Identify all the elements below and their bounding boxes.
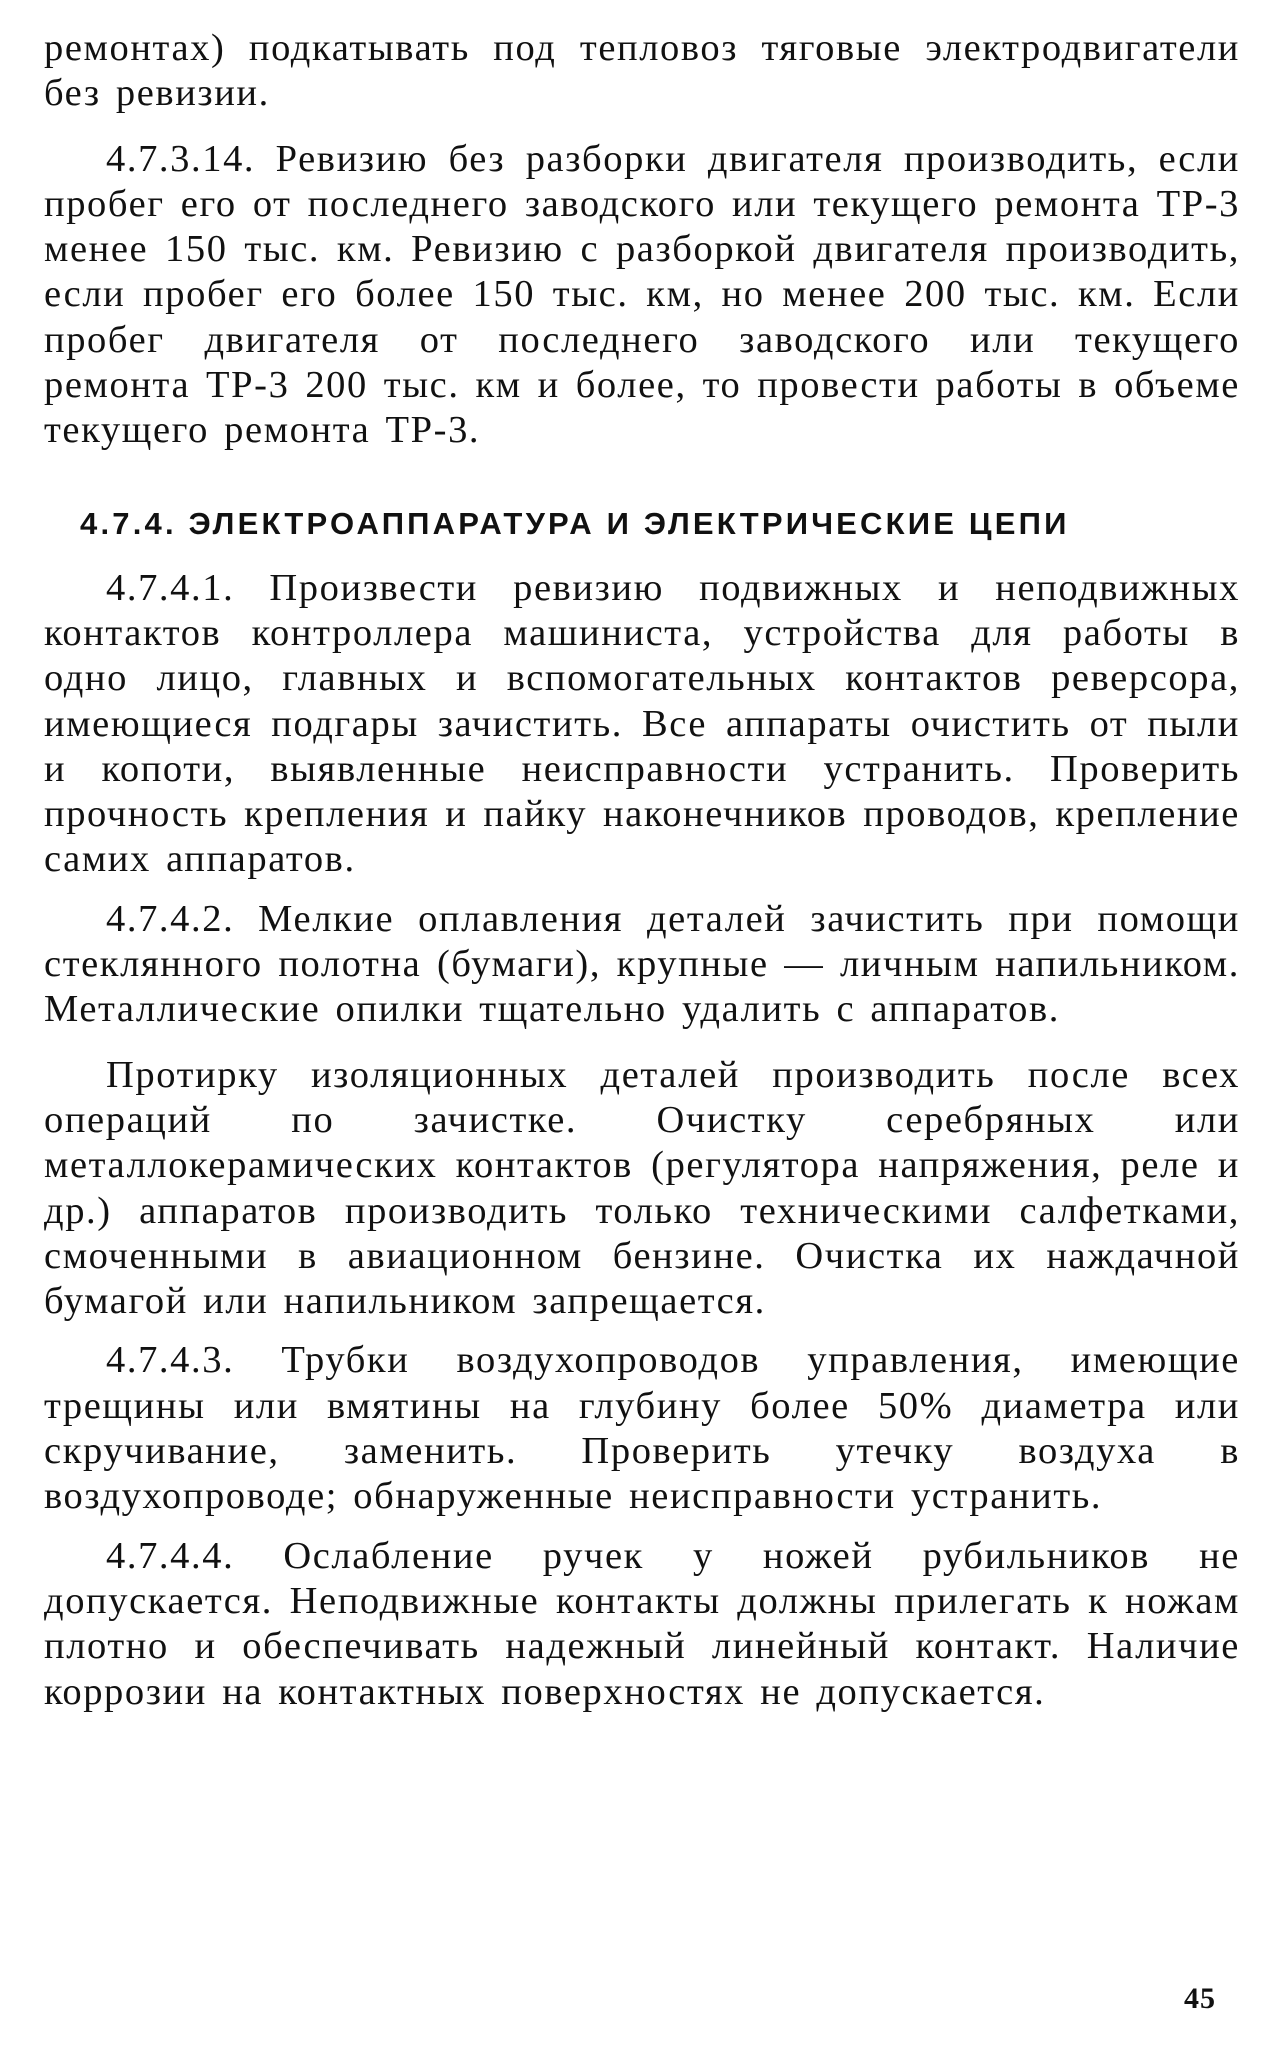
paragraph-wiping-insulation: Протирку изоляционных деталей производить после всех операций по зачистке. Очистку серебряных или металлокерамических контактов (регулятора напряжения, реле и др.) аппаратов производить только техническими салфетками, смоченными в авиационном бензине. Очистка их наждачной бумагой или напильником запрещается.: [44, 1053, 1240, 1323]
page-number: 45: [1184, 1982, 1216, 2015]
section-heading: 4.7.4. ЭЛЕКТРОАППАРАТУРА И ЭЛЕКТРИЧЕСКИЕ ЦЕПИ: [80, 505, 1070, 541]
document-page: [44, 26, 1240, 1715]
paragraph-4-7-4-2: 4.7.4.2. Мелкие оплавления деталей зачистить при помощи стеклянного полотна (бумаги), крупные — личным напильником. Металлические опилки тщательно удалить с аппаратов.: [44, 897, 1240, 1031]
paragraph-continuation: ремонтах) подкатывать под тепловоз тяговые электродвигатели без ревизии.: [44, 27, 1240, 115]
paragraph-4-7-4-1: 4.7.4.1. Произвести ревизию подвижных и неподвижных контактов контроллера машиниста, устройства для работы в одно лицо, главных и вспомогательных контактов реверсора, имеющиеся подгары зачистить. Все аппараты очистить от пыли и копоти, выявленные неисправности устранить. Проверить прочность крепления и пайку наконечников проводов, крепление самих аппаратов.: [44, 566, 1240, 881]
paragraph-4-7-4-4: 4.7.4.4. Ослабление ручек у ножей рубильников не допускается. Неподвижные контакты должны прилегать к ножам плотно и обеспечивать надежный линейный контакт. Наличие коррозии на контактных поверхностях не допускается.: [44, 1534, 1240, 1713]
paragraph-4-7-4-3: 4.7.4.3. Трубки воздухопроводов управления, имеющие трещины или вмятины на глубину более 50% диаметра или скручивание, заменить. Проверить утечку воздуха в воздухопроводе; обнаруженные неисправности устранить.: [44, 1339, 1240, 1518]
paragraph-4-7-3-14: 4.7.3.14. Ревизию без разборки двигателя производить, если пробег его от последнего заводского или текущего ремонта ТР-3 менее 150 тыс. км. Ревизию с разборкой двигателя производить, если пробег его более 150 тыс. км, но менее 200 тыс. км. Если пробег двигателя от последнего заводского или текущего ремонта ТР-3 200 тыс. км и более, то провести работы в объеме текущего ремонта ТР-3.: [44, 137, 1240, 452]
